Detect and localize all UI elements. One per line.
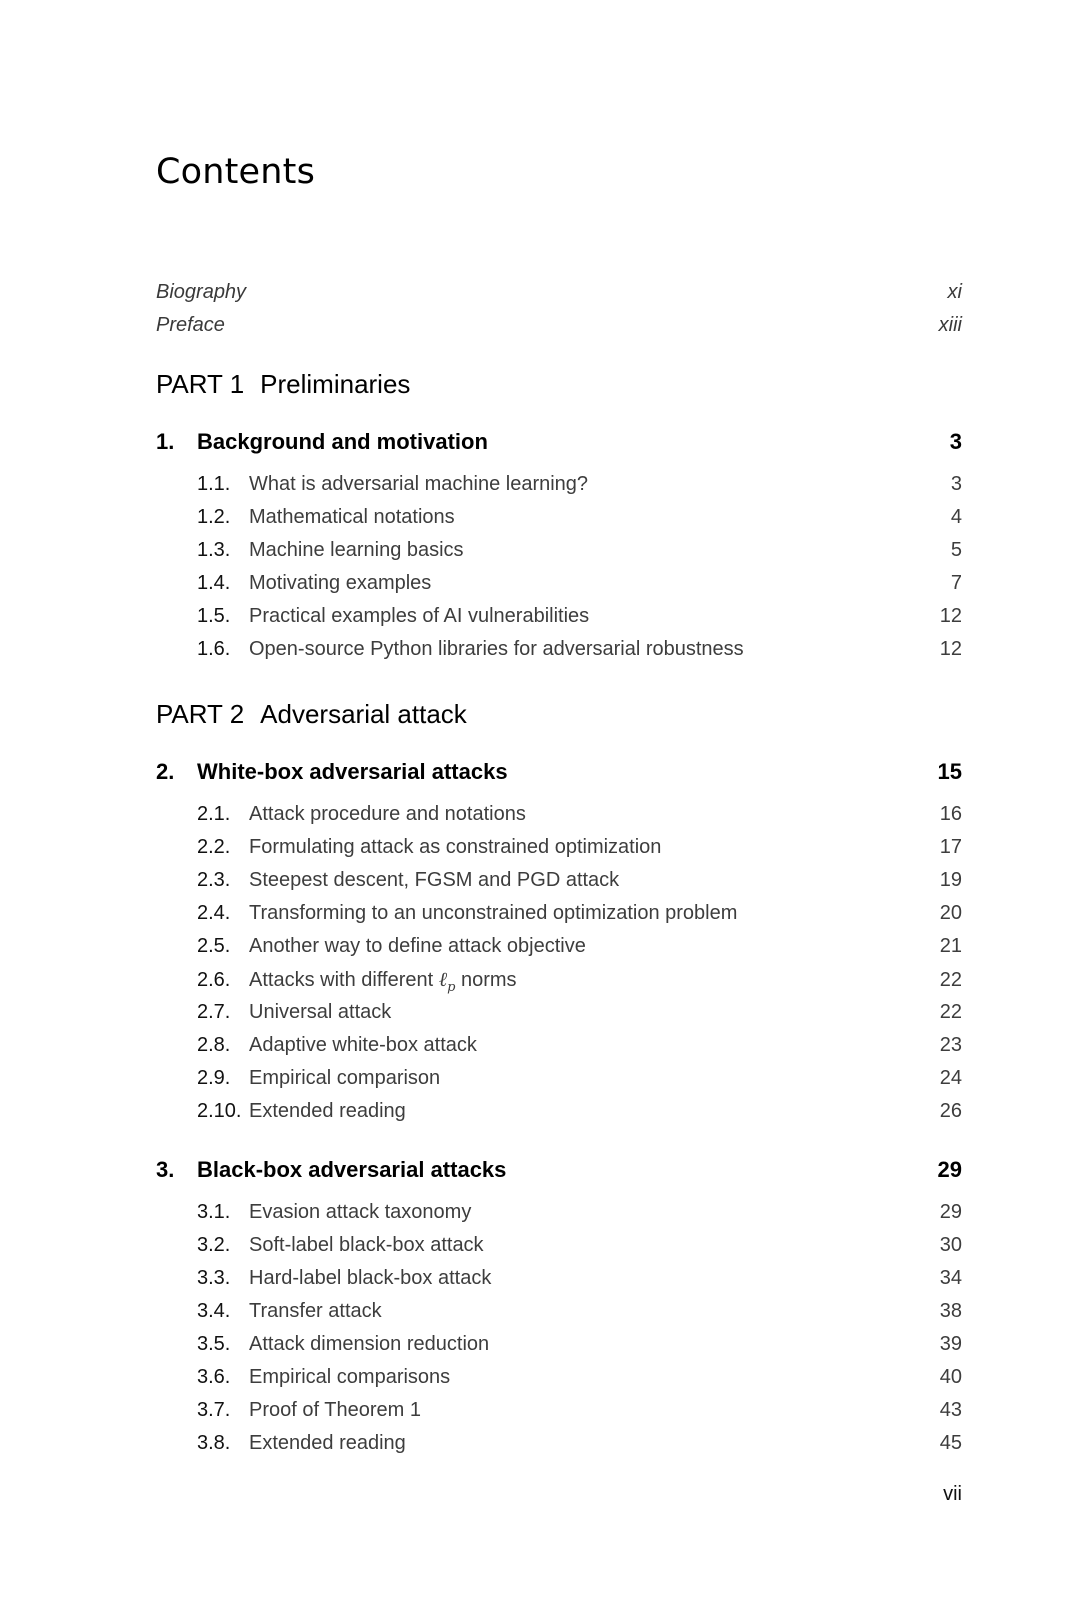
chapter-title: White-box adversarial attacks [197,759,508,784]
part-title: Preliminaries [260,369,411,399]
section-page: 22 [939,969,962,991]
section-number: 3.5. [197,1333,231,1355]
section-number: 2.8. [197,1034,231,1056]
section-entry[interactable] [197,1095,962,1128]
page-title: Contents [156,152,316,192]
section-number: 2.5. [197,935,231,957]
section-title: What is adversarial machine learning? [249,473,589,495]
section-title: Transforming to an unconstrained optimization problem [249,902,738,924]
section-page: 29 [939,1201,962,1223]
section-list [156,798,962,1128]
section-page: 34 [939,1267,962,1289]
section-title: Extended reading [249,1100,406,1122]
front-matter [156,276,962,342]
section-number: 3.8. [197,1432,231,1454]
section-title: Motivating examples [249,572,432,594]
section-page: 26 [939,1100,962,1122]
section-title: Empirical comparison [249,1067,441,1089]
section-title: Mathematical notations [249,506,455,528]
section-number: 2.2. [197,836,231,858]
front-matter-entry[interactable] [156,276,962,309]
section-number: 1.4. [197,572,231,594]
section-number: 2.4. [197,902,231,924]
section-entry[interactable] [197,600,962,633]
front-matter-page: xi [947,281,962,303]
section-number: 3.7. [197,1399,231,1421]
chapter-heading [156,1150,506,1190]
section-entry[interactable] [197,930,962,963]
section-entry[interactable] [197,1262,962,1295]
chapter-heading [156,422,488,462]
section-title: Universal attack [249,1001,392,1023]
section-entry[interactable] [197,1229,962,1262]
section-title-after: norms [460,969,517,991]
section-title: Another way to define attack objective [249,935,586,957]
section-entry[interactable] [197,1029,962,1062]
section-page: 30 [939,1234,962,1256]
section-page: 24 [939,1067,962,1089]
section-title: Open-source Python libraries for adversarial robustness [249,638,744,660]
section-entry[interactable] [197,501,962,534]
section-title: Adaptive white-box attack [249,1034,477,1056]
section-entry[interactable] [197,831,962,864]
section-page: 17 [939,836,962,858]
section-number: 2.1. [197,803,231,825]
section-page: 12 [939,605,962,627]
section-entry[interactable] [197,1062,962,1095]
chapter-title: Black-box adversarial attacks [197,1157,507,1182]
section-page: 3 [950,473,962,495]
section-title: Machine learning basics [249,539,464,561]
section-number: 3.2. [197,1234,231,1256]
section-page: 45 [939,1432,962,1454]
section-entry[interactable] [197,468,962,501]
chapter-title: Background and motivation [197,429,488,454]
section-list [156,1196,962,1460]
section-entry[interactable] [197,864,962,897]
part-title: Adversarial attack [260,699,467,729]
part-heading [156,688,962,740]
chapter-page: 29 [937,1157,962,1182]
section-title: Attack dimension reduction [249,1333,490,1355]
section-entry[interactable] [197,1427,962,1460]
section-title-before: Attacks with different [249,969,434,991]
section-title: Evasion attack taxonomy [249,1201,472,1223]
chapter-entry[interactable] [156,752,962,792]
section-page: 4 [950,506,962,528]
section-page: 22 [939,1001,962,1023]
chapter-number: 3. [156,1157,175,1182]
section-page: 43 [939,1399,962,1421]
chapter-entry[interactable] [156,422,962,462]
section-number: 2.7. [197,1001,231,1023]
section-page: 21 [939,935,962,957]
section-entry[interactable] [197,1361,962,1394]
chapter-entry[interactable] [156,1150,962,1190]
front-matter-entry[interactable] [156,309,962,342]
section-page: 40 [939,1366,962,1388]
section-page: 12 [939,638,962,660]
section-number: 3.3. [197,1267,231,1289]
section-title: Steepest descent, FGSM and PGD attack [249,869,620,891]
section-page: 19 [939,869,962,891]
section-number: 3.6. [197,1366,231,1388]
section-list [156,468,962,666]
front-matter-label: Preface [156,314,225,336]
table-of-contents [156,358,962,1460]
section-entry[interactable] [197,633,962,666]
front-matter-page: xiii [938,314,962,336]
chapter-number: 1. [156,429,175,454]
page-number: vii [943,1483,962,1505]
section-title: Transfer attack [249,1300,382,1322]
section-number: 1.6. [197,638,231,660]
section-entry[interactable] [197,1394,962,1427]
section-number: 1.2. [197,506,231,528]
part-heading [156,358,962,410]
section-entry[interactable] [197,897,962,930]
section-number: 2.6. [197,969,231,991]
section-page: 39 [939,1333,962,1355]
section-title: Extended reading [249,1432,406,1454]
section-page: 38 [939,1300,962,1322]
section-title: Hard-label black-box attack [249,1267,492,1289]
chapter-page: 15 [937,759,962,784]
section-page: 5 [950,539,962,561]
section-entry[interactable] [197,1196,962,1229]
section-page: 23 [939,1034,962,1056]
section-entry[interactable] [197,1328,962,1361]
math-symbol: ℓ [438,967,448,991]
section-entry[interactable] [197,567,962,600]
section-number: 3.4. [197,1300,231,1322]
contents-page [156,150,962,1590]
section-entry[interactable] [197,534,962,567]
math-subscript: p [447,980,456,995]
part-number: PART 2 [156,699,245,729]
section-page: 7 [950,572,962,594]
section-entry[interactable] [197,963,962,996]
section-title: Practical examples of AI vulnerabilities [249,605,590,627]
section-title: Attack procedure and notations [249,803,526,825]
chapter-page: 3 [949,429,962,454]
section-number: 2.9. [197,1067,231,1089]
chapter-heading [156,752,508,792]
section-title: Proof of Theorem 1 [249,1399,421,1421]
front-matter-label: Biography [156,281,247,303]
section-page: 20 [939,902,962,924]
section-entry[interactable] [197,798,962,831]
section-number: 1.1. [197,473,231,495]
section-number: 3.1. [197,1201,231,1223]
section-title: Soft-label black-box attack [249,1234,484,1256]
section-number: 1.3. [197,539,231,561]
section-number: 1.5. [197,605,231,627]
section-number: 2.3. [197,869,231,891]
section-title: Formulating attack as constrained optimization [249,836,662,858]
section-title: Empirical comparisons [249,1366,451,1388]
section-number: 2.10. [197,1100,242,1122]
section-entry[interactable] [197,996,962,1029]
section-page: 16 [939,803,962,825]
section-entry[interactable] [197,1295,962,1328]
chapter-number: 2. [156,759,175,784]
part-number: PART 1 [156,369,245,399]
lp-norm-symbol [438,967,456,995]
